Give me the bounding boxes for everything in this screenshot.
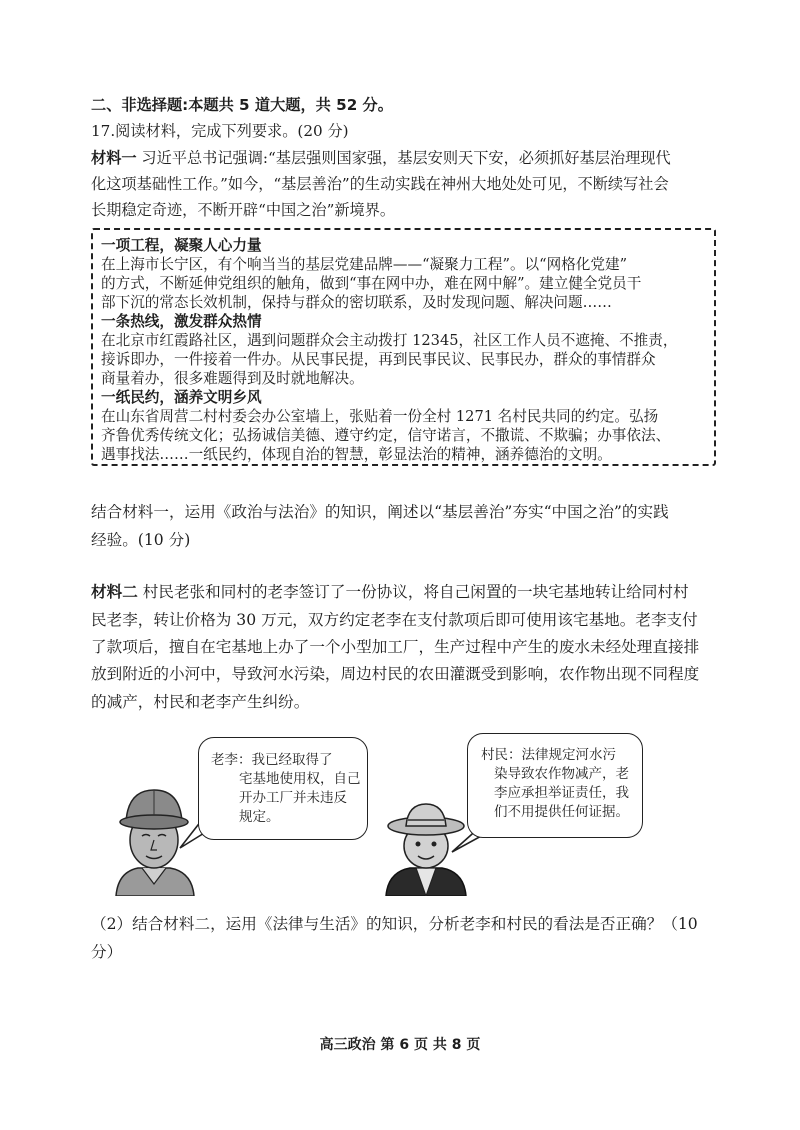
box-line: 的方式，不断延伸党组织的触角，做到“事在网中办，难在网中解”。建立健全党员干 [101, 275, 642, 292]
material2-line-4: 放到附近的小河中，导致河水污染，周边村民的农田灌溉受到影响，农作物出现不同程度 [91, 665, 700, 683]
material2-line-2: 民老李，转让价格为 30 万元，双方约定老李在支付款项后即可使用该宅基地。老李支付 [91, 611, 698, 629]
box-line: 在北京市红霞路社区，遇到问题群众会主动拨打 12345，社区工作人员不遮掩、不推责， [101, 332, 678, 349]
page-footer: 高三政治 第 6 页 共 8 页 [319, 1037, 481, 1053]
material2-line-3: 了款项后，擅自在宅基地上办了一个小型加工厂，生产过程中产生的废水未经处理直接排 [91, 638, 700, 656]
question-1-line-2: 经验。(10 分) [91, 531, 191, 549]
box-heading-1: 一项工程，凝聚人心力量 [101, 237, 262, 254]
villager-cartoon-illustration [380, 800, 472, 896]
question-2-line-2: 分） [91, 943, 123, 961]
speech-bubble-villager: 村民：法律规定河水污 染导致农作物减产，老 李应承担举证责任，我 们不用提供任何证据。 [467, 733, 643, 838]
laoli-cartoon-illustration [108, 784, 200, 896]
material2-line-5: 的减产，村民和老李产生纠纷。 [91, 693, 310, 711]
box-line: 商量着办，很多难题得到及时就地解决。 [101, 370, 364, 387]
material1-label: 材料一 [91, 149, 137, 167]
material1-line-3: 长期稳定奇迹，不断开辟“中国之治”新境界。 [91, 201, 396, 219]
box-heading-2: 一条热线，激发群众热情 [101, 313, 262, 330]
box-line: 在上海市长宁区，有个响当当的基层党建品牌——“凝聚力工程”。以“网格化党建” [101, 256, 628, 273]
section-heading: 二、非选择题:本题共 5 道大题，共 52 分。 [91, 96, 393, 114]
box-line: 部下沉的常态长效机制，保持与群众的密切联系，及时发现问题、解决问题…… [101, 294, 612, 311]
box-heading-3: 一纸民约，涵养文明乡风 [101, 389, 262, 406]
material2-line-1: 材料二 村民老张和同村的老李签订了一份协议，将自己闲置的一块宅基地转让给同村村 [91, 583, 689, 601]
question-2-line-1: （2）结合材料二，运用《法律与生活》的知识，分析老李和村民的看法是否正确？（10 [91, 915, 698, 933]
question-1-line-1: 结合材料一，运用《政治与法治》的知识，阐述以“基层善治”夯实“中国之治”的实践 [91, 503, 669, 521]
box-line: 齐鲁优秀传统文化；弘扬诚信美德、遵守约定，信守诺言，不撒谎、不欺骗；办事依法、 [101, 427, 671, 444]
material1-line-1: 材料一 习近平总书记强调:“基层强则国家强，基层安则天下安，必须抓好基层治理现代 [91, 149, 671, 167]
box-line: 在山东省周营二村村委会办公室墙上，张贴着一份全村 1271 名村民共同的约定。弘扬 [101, 408, 659, 425]
box-line: 接诉即办，一件接着一件办。从民事民提，再到民事民议、民事民办，群众的事情群众 [101, 351, 656, 368]
material2-label: 材料二 [91, 583, 138, 601]
box-line: 遇事找法……一纸民约，体现自治的智慧，彰显法治的精神，涵养德治的文明。 [101, 446, 612, 463]
speech-bubble-laoli: 老李：我已经取得了 宅基地使用权，自己 开办工厂并未违反 规定。 [198, 737, 368, 840]
material1-line-2: 化这项基础性工作。”如今，“基层善治”的生动实践在神州大地处处可见，不断续写社会 [91, 175, 669, 193]
question-17-intro: 17.阅读材料，完成下列要求。(20 分) [91, 122, 349, 140]
